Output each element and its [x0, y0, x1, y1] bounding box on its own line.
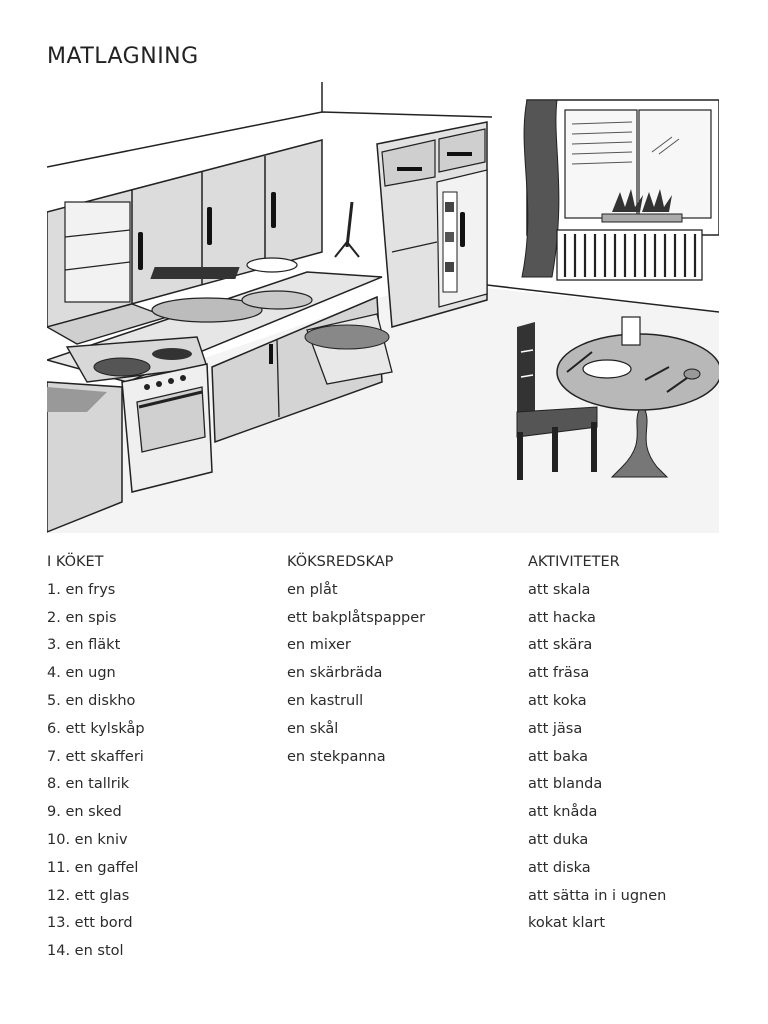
- list-item: 6. ett kylskåp: [47, 720, 145, 737]
- column-heading: KÖKSREDSKAP: [287, 554, 394, 570]
- list-item: ett bakplåtspapper: [287, 609, 426, 626]
- page-title: MATLAGNING: [47, 44, 199, 69]
- list-item: att hacka: [528, 609, 596, 626]
- list-item: 1. en frys: [47, 581, 116, 598]
- list-item: 4. en ugn: [47, 665, 116, 682]
- list-item: en skärbräda: [287, 665, 383, 682]
- column-i-koket: [47, 552, 277, 969]
- column-koksredskap: [287, 552, 517, 774]
- list-item: 12. ett glas: [47, 887, 130, 904]
- list-item: 11. en gaffel: [47, 859, 139, 876]
- list-item: 3. en fläkt: [47, 637, 121, 654]
- list-item: en mixer: [287, 637, 351, 654]
- list-item: 8. en tallrik: [47, 776, 130, 793]
- list-item: att duka: [528, 831, 589, 848]
- list-item: att sätta in i ugnen: [528, 887, 667, 904]
- list-item: att diska: [528, 859, 591, 876]
- list-item: att baka: [528, 748, 588, 765]
- list-item: 14. en stol: [47, 943, 124, 960]
- kitchen-illustration: [47, 82, 719, 533]
- list-item: att blanda: [528, 776, 603, 793]
- list-item: 7. ett skafferi: [47, 748, 144, 765]
- list-item: en skål: [287, 720, 339, 737]
- list-item: 5. en diskho: [47, 692, 136, 709]
- list-item: att fräsa: [528, 665, 590, 682]
- list-item: att skala: [528, 581, 591, 598]
- list-item: 9. en sked: [47, 804, 122, 821]
- column-heading: I KÖKET: [47, 554, 104, 570]
- list-item: att knåda: [528, 804, 598, 821]
- list-item: 13. ett bord: [47, 915, 133, 932]
- list-item: 2. en spis: [47, 609, 117, 626]
- list-item: en stekpanna: [287, 748, 386, 765]
- column-aktiviteter: [528, 552, 758, 941]
- list-item: kokat klart: [528, 915, 606, 932]
- column-heading: AKTIVITETER: [528, 554, 620, 570]
- list-item: en plåt: [287, 581, 338, 598]
- list-item: att jäsa: [528, 720, 583, 737]
- list-item: att koka: [528, 692, 587, 709]
- list-item: 10. en kniv: [47, 831, 128, 848]
- list-item: en kastrull: [287, 692, 364, 709]
- list-item: att skära: [528, 637, 593, 654]
